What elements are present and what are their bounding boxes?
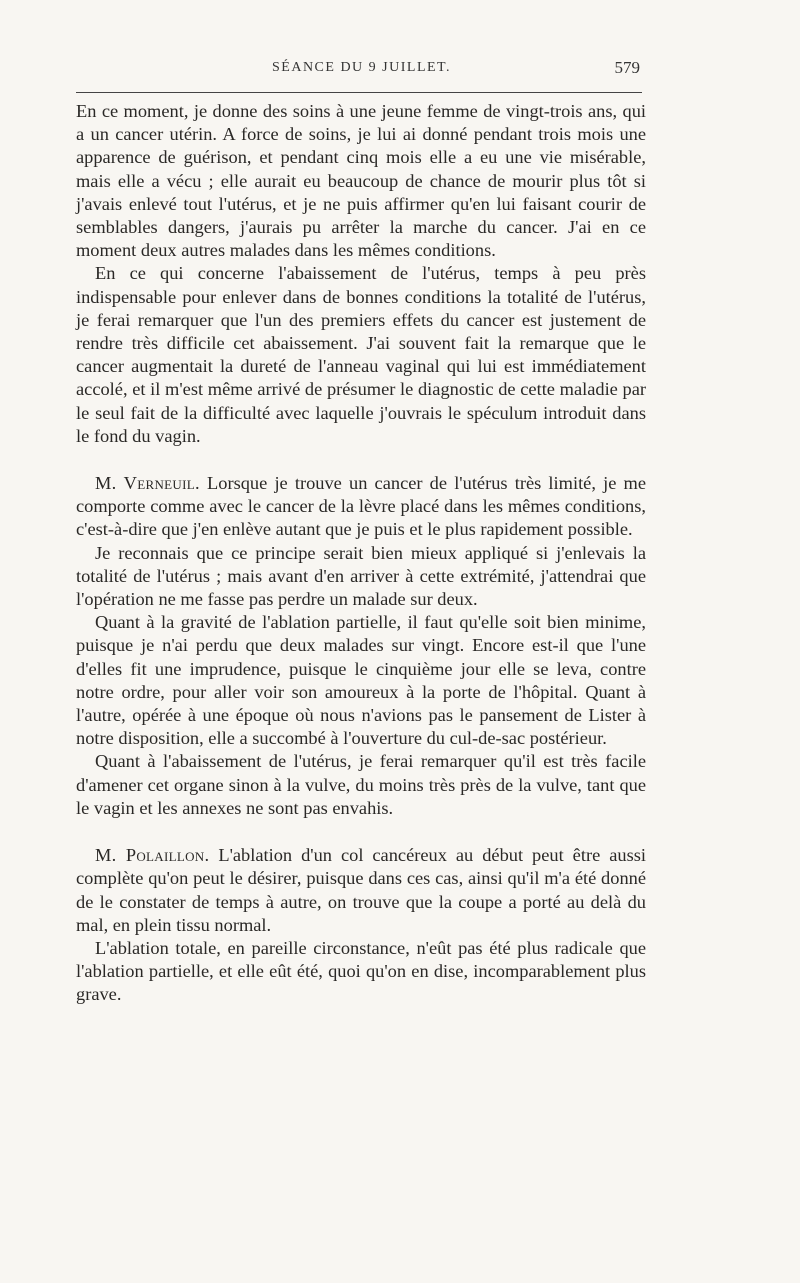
- page-number: 579: [614, 58, 640, 77]
- body-text: [76, 100, 646, 1007]
- paragraph-text: En ce moment, je donne des soins à une jeune femme de vingt-trois ans, qui a un cancer utérin. A force de soins, je lui ai donné pendant trois mois une apparence de guérison, et pendant cinq mois elle a eu une vie misérable, mais elle a vécu ; elle aurait eu beaucoup de chance de mourir plus tôt si j'avais enlevé tout l'utérus, et je ne puis affirmer qu'en lui faisant courir de semblables dangers, j'aurais pu arrêter la marche du cancer. J'ai en ce moment deux autres malades dans les mêmes conditions.: [76, 101, 646, 261]
- running-title: SÉANCE DU 9 JUILLET.: [272, 60, 452, 75]
- paragraph: [76, 937, 646, 1007]
- speaker-paragraph: [76, 472, 646, 542]
- paragraph: [76, 750, 646, 820]
- paragraph: [76, 100, 646, 262]
- section-gap: [76, 820, 646, 844]
- speaker-name: M. Verneuil.: [95, 473, 200, 494]
- paragraph-text: Lorsque je trouve un cancer de l'utérus très limité, je me comporte comme avec le cancer de la lèvre placé dans les mêmes conditions, c'est-à-dire que j'en enlève autant que je puis et le plus rapidement possible.: [76, 473, 646, 540]
- speaker-name: M. Polaillon.: [95, 845, 210, 866]
- paragraph-text: Quant à la gravité de l'ablation partielle, il faut qu'elle soit bien minime, puisque je n'ai perdu que deux malades sur vingt. Encore est-il que l'une d'elles fit une imprudence, puisque le cinquième jour elle se leva, contre notre ordre, pour aller voir son amoureux à la porte de l'hôpital. Quant à l'autre, opérée à une époque où nous n'avions pas le pansement de Lister à notre disposition, elle a succombé à l'ouverture du cul-de-sac postérieur.: [76, 612, 646, 749]
- paragraph: [76, 542, 646, 612]
- header-rule: [76, 92, 642, 93]
- section-gap: [76, 448, 646, 472]
- paragraph-text: L'ablation totale, en pareille circonstance, n'eût pas été plus radicale que l'ablation partielle, et elle eût été, quoi qu'on en dise, incomparablement plus grave.: [76, 937, 646, 1005]
- paragraph-text: L'ablation d'un col cancéreux au début peut être aussi complète qu'on peut le désirer, puisque dans ces cas, ainsi qu'il m'a été donné de le constater de temps à autre, on trouve que la coupe a porté au delà du mal, en plein tissu normal.: [76, 845, 646, 935]
- speaker-paragraph: [76, 844, 646, 937]
- paragraph: [76, 611, 646, 750]
- running-head: [76, 58, 646, 88]
- paragraph: [76, 262, 646, 448]
- paragraph-text: En ce qui concerne l'abaissement de l'utérus, temps à peu près indispensable pour enlever dans de bonnes conditions la totalité de l'utérus, je ferai remarquer que l'un des premiers effets du cancer est justement de rendre très difficile cet abaissement. J'ai souvent fait la remarque que le cancer augmentait la dureté de l'anneau vaginal qui lui est immédiatement accolé, et il m'est même arrivé de présumer le diagnostic de cette maladie par le seul fait de la difficulté avec laquelle j'ouvrais le spéculum introduit dans le fond du vagin.: [76, 263, 646, 446]
- paragraph-text: Quant à l'abaissement de l'utérus, je ferai remarquer qu'il est très facile d'amener cet organe sinon à la vulve, du moins très près de la vulve, tant que le vagin et les annexes ne sont pas envahis.: [76, 751, 646, 818]
- paragraph-text: Je reconnais que ce principe serait bien mieux appliqué si j'enlevais la totalité de l'utérus ; mais avant d'en arriver à cette extrémité, j'attendrai que l'opération ne me fasse pas perdre un malade sur deux.: [76, 542, 646, 610]
